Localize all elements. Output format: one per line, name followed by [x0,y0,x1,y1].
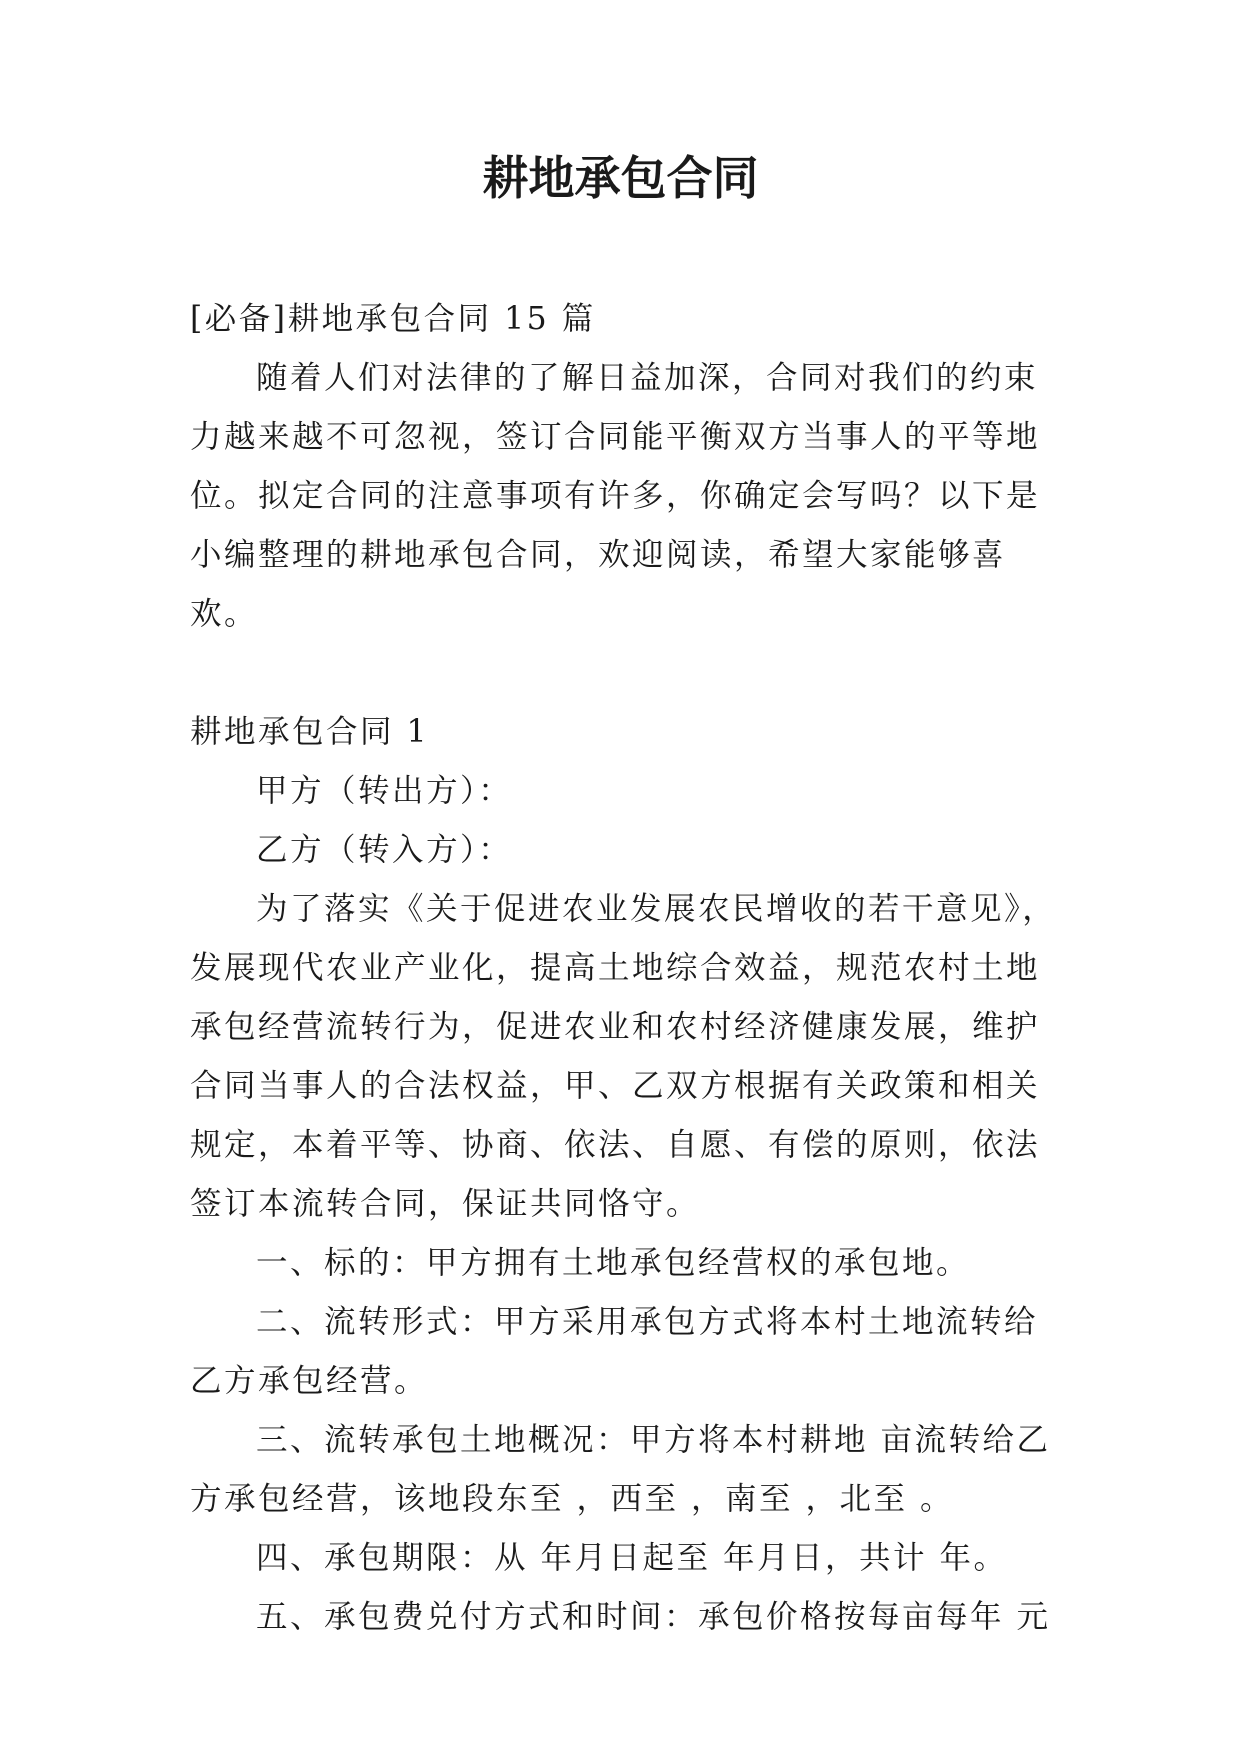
document-body [190,290,1070,1647]
document-title: 耕地承包合同 [482,151,759,205]
party-b-line: 乙方（转入方）： [256,832,513,868]
clause-3: 三、流转承包土地概况：甲方将本村耕地 亩流转给乙方承包经营，该地段东至 ，西至 ，南至 ，北至 。 [190,1422,1051,1517]
clause-1: 一、标的：甲方拥有土地承包经营权的承包地。 [256,1245,971,1281]
clause-2: 二、流转形式：甲方采用承包方式将本村土地流转给乙方承包经营。 [190,1304,1039,1399]
preamble-paragraph: 为了落实《关于促进农业发展农民增收的若干意见》，发展现代农业产业化，提高土地综合效益，规范农村土地承包经营流转行为，促进农业和农村经济健康发展，维护合同当事人的合法权益，甲、乙双方根据有关政策和相关规定，本着平等、协商、依法、自愿、有偿的原则，依法签订本流转合同，保证共同恪守。 [190,891,1057,1222]
intro-paragraph: 随着人们对法律的了解日益加深，合同对我们的约束力越来越不可忽视，签订合同能平衡双方当事人的平等地位。拟定合同的注意事项有许多，你确定会写吗？以下是小编整理的耕地承包合同，欢迎阅读，希望大家能够喜欢。 [190,360,1041,632]
document-subtitle: [必备]耕地承包合同 15 篇 [190,301,596,337]
party-a-line: 甲方（转出方）： [256,773,513,809]
clause-5: 五、承包费兑付方式和时间：承包价格按每亩每年 元 [256,1599,1051,1635]
clause-4: 四、承包期限：从 年月日起至 年月日，共计 年。 [256,1540,1008,1576]
section-heading: 耕地承包合同 1 [190,714,430,750]
